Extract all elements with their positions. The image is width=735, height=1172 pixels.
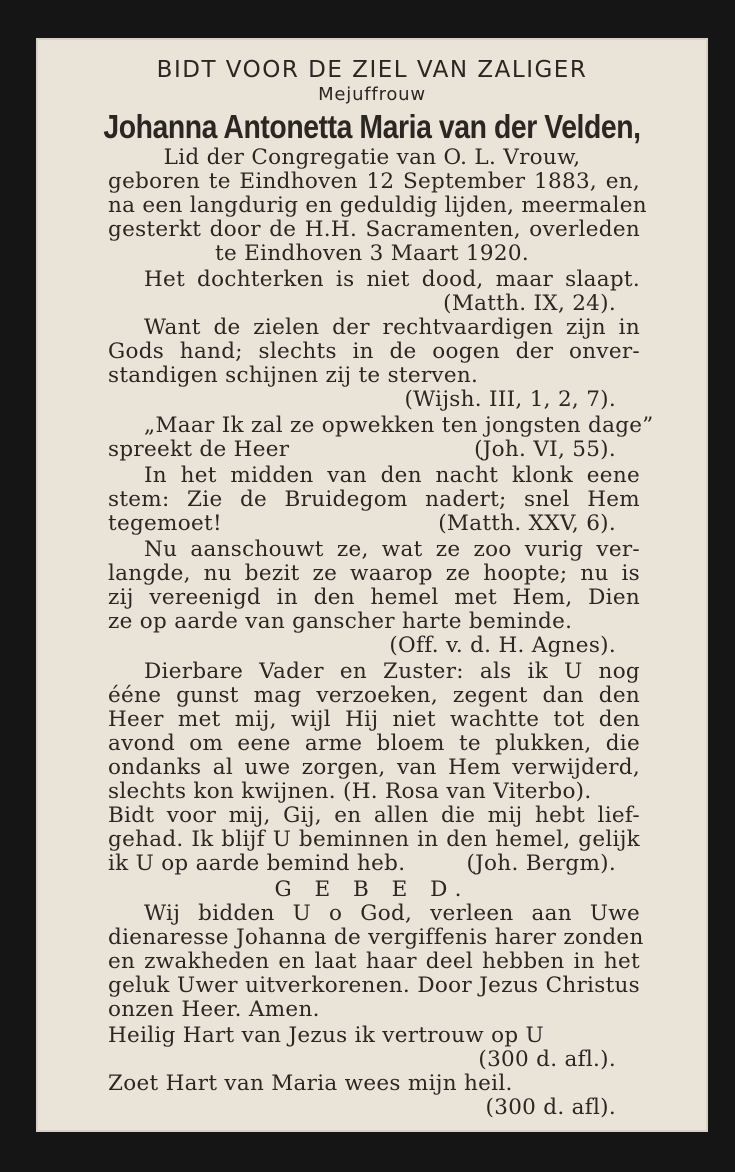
deceased-name: Johanna Antonetta Maria van der Velden, [103,108,641,145]
text-line: Heer met mij, wijl Hij niet wachtte tot den [108,707,640,732]
prayer-heading: G E B E D. [274,877,470,902]
text-line: ik U op aarde bemind heb. [108,851,406,876]
citation: (Matth. XXV, 6). [438,511,616,536]
salutation: Mejuffrouw [318,84,426,105]
citation: (Joh. VI, 55). [474,437,616,462]
text-line: Het dochterken is niet dood, maar slaapt. [144,267,640,292]
citation: (Wijsh. III, 1, 2, 7). [404,387,616,412]
text-line: In het midden van den nacht klonk eene [144,463,640,488]
text-line: en zwakheden en laat haar deel hebben in het [108,949,640,974]
card-header: BIDT VOOR DE ZIEL VAN ZALIGER [156,57,588,83]
text-line: geluk Uwer uitverkorenen. Door Jezus Christus [108,973,640,998]
text-line: ze op aarde van ganscher harte beminde. [108,609,573,634]
text-line: langde, nu bezit ze waarop ze hoopte; nu is [108,561,640,586]
citation: (Off. v. d. H. Agnes). [389,633,616,658]
indulgence-note: (300 d. afl). [485,1095,616,1120]
text-line: Want de zielen der rechtvaardigen zijn in [144,315,640,340]
text-line: te Eindhoven 3 Maart 1920. [215,241,529,266]
text-line: slechts kon kwijnen. (H. Rosa van Viterbo). [108,779,592,804]
text-line: zij vereenigd in den hemel met Hem, Dien [108,585,640,610]
text-line: Dierbare Vader en Zuster: als ik U nog [144,659,640,684]
text-line: Bidt voor mij, Gij, en allen die mij hebt lief- [108,803,640,828]
text-line: dienaresse Johanna de vergiffenis harer zonden [108,925,644,950]
text-line: stem: Zie de Bruidegom nadert; snel Hem [108,487,640,512]
text-line: geboren te Eindhoven 12 September 1883, en, [108,169,640,194]
text-line: gehad. Ik blijf U beminnen in den hemel, gelijk [108,827,640,852]
text-line: Heilig Hart van Jezus ik vertrouw op U [108,1023,544,1048]
citation: (Matth. IX, 24). [443,291,616,316]
memorial-card [36,38,708,1132]
text-line: Lid der Congregatie van O. L. Vrouw, [163,145,581,170]
text-line: Wij bidden U o God, verleen aan Uwe [144,901,640,926]
text-line: ondanks al uwe zorgen, van Hem verwijderd, [108,755,640,780]
text-line: avond om eene arme bloem te plukken, die [108,731,640,756]
text-line: Nu aanschouwt ze, wat ze zoo vurig ver- [144,537,640,562]
text-line: spreekt de Heer [108,437,290,462]
text-line: „Maar Ik zal ze opwekken ten jongsten dage” [144,413,654,438]
text-line: tegemoet! [108,511,222,536]
text-line: onzen Heer. Amen. [108,997,320,1022]
text-line: na een langdurig en geduldig lijden, meermalen [108,193,647,218]
text-line: Gods hand; slechts in de oogen der onver- [108,339,640,364]
text-line: éénе gunst mag verzoeken, zegent dan den [108,683,640,708]
text-line: gesterkt door de H.H. Sacramenten, overleden [108,217,640,242]
text-line: standigen schijnen zij te sterven. [108,363,479,388]
indulgence-note: (300 d. afl.). [478,1047,616,1072]
text-line: Zoet Hart van Maria wees mijn heil. [108,1071,513,1096]
citation: (Joh. Bergm). [466,851,616,876]
